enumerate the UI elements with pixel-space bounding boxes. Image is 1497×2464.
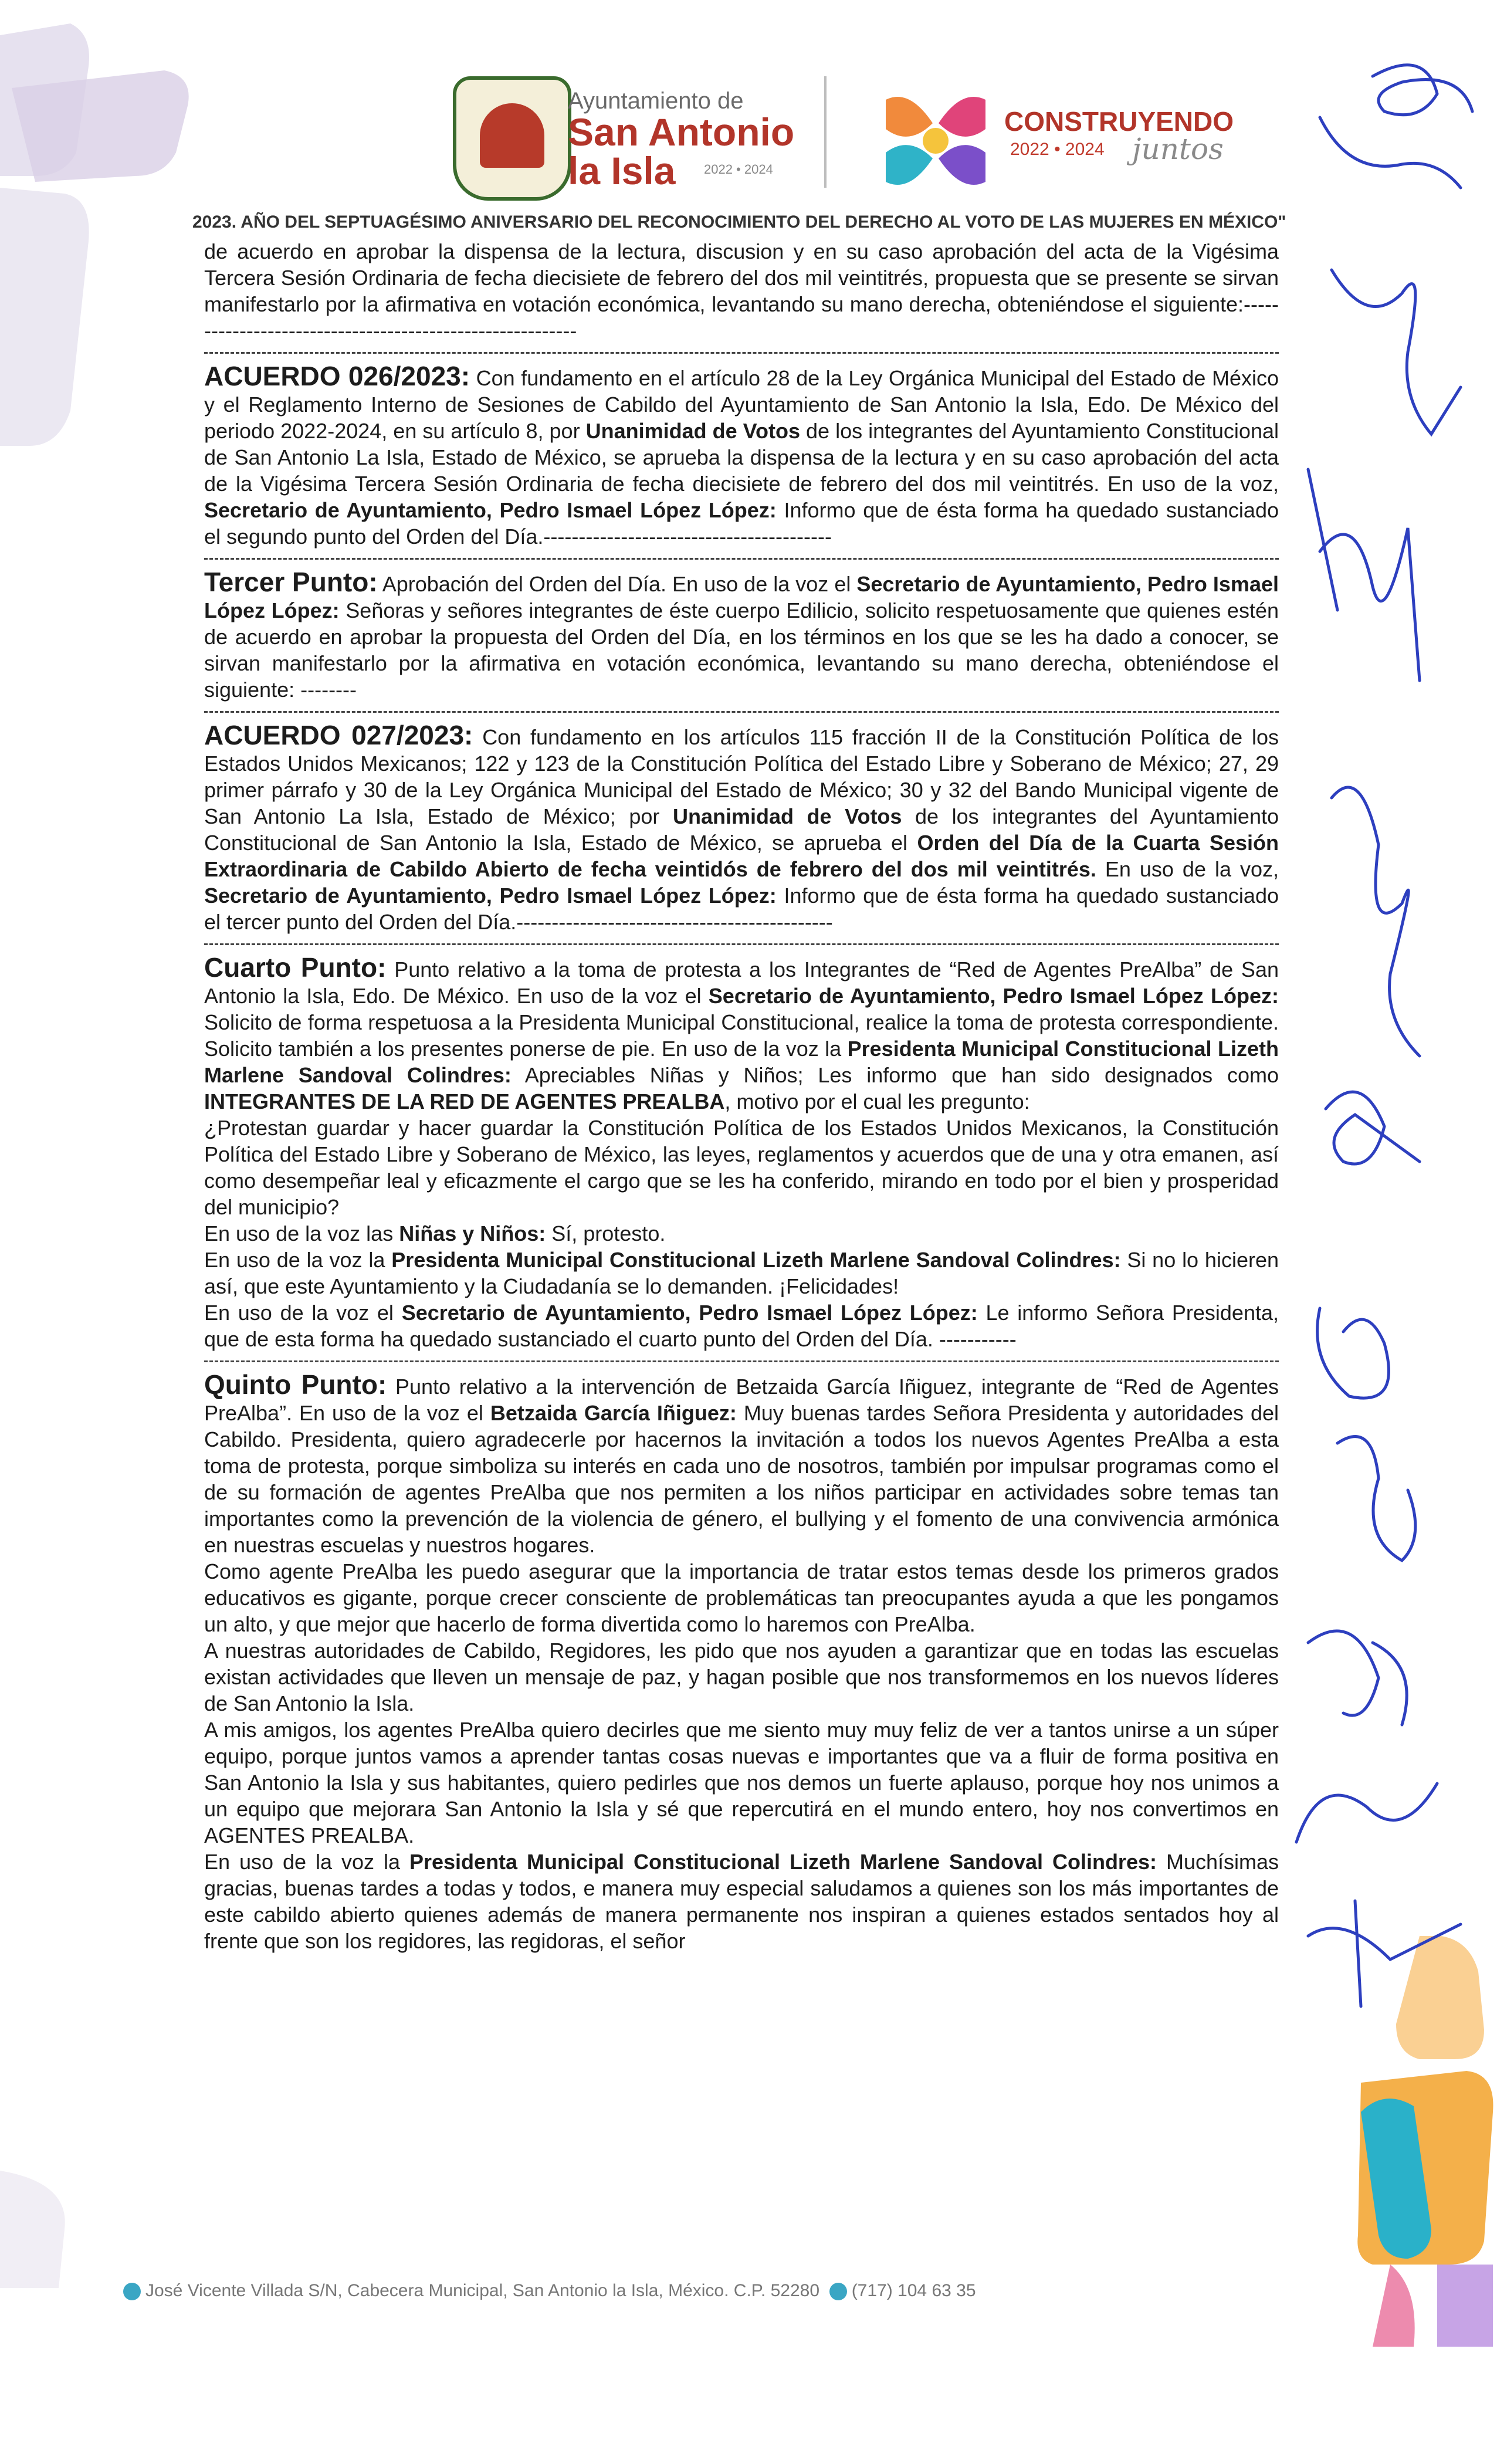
- quinto-punto-paragraph: Quinto Punto: Punto relativo a la intervención de Betzaida García Iñiguez, integrante de “Red de Agentes PreAlba”. En uso de la voz el Betzaida García Iñiguez: Muy buenas tardes Señora Presidenta y autoridades del Cabildo. Presidenta, quiero agradecerle por hacernos la invitación a todos los nuevos Agentes PreAlba a esta toma de protesta, porque simboliza su interés en cada uno de nosotros, también por impulsar programas como el de su formación de agentes PreAlba que nos permiten a los niños participar en actividades sobre temas tan importantes como la prevención de la violencia de género, el bullying y el fomento de una convivencia armónica en nuestras escuelas y nuestros hogares.: [204, 1369, 1279, 1557]
- acuerdo-027-paragraph: ACUERDO 027/2023: Con fundamento en los artículos 115 fracción II de la Constitución Política de los Estados Unidos Mexicanos; 122 y 123 de la Constitución Política del Estado Libre y Soberano de México; 27, 29 primer párrafo y 30 de la Ley Orgánica Municipal del Estado de México; 30 y 32 del Bando Municipal vigente de San Antonio La Isla, Estado de México; por Unanimidad de Votos de los integrantes del Ayuntamiento Constitucional de San Antonio la Isla, Estado de México, se aprueba el Orden del Día de la Cuarta Sesión Extraordinaria de Cabildo Abierto de fecha veintidós de febrero del dos mil veintitrés. En uso de la voz, Secretario de Ayuntamiento, Pedro Ismael López López: Informo que de ésta forma ha quedado sustanciado el tercer punto del Orden del Día.---------------------------------------------: [204, 720, 1279, 934]
- minutes-body: [204, 238, 1279, 1954]
- ninos-response: En uso de la voz las Niñas y Niños: Sí, protesto.: [204, 1221, 666, 1245]
- construyendo-logo-icon: [874, 82, 997, 199]
- tercer-punto-paragraph: Tercer Punto: Aprobación del Orden del Día. En uso de la voz el Secretario de Ayuntamiento, Pedro Ismael López López: Señoras y señores integrantes de éste cuerpo Edilicio, solicito respetuosamente que quienes estén de acuerdo en aprobar la propuesta del Orden del Día, en los términos en los que se les ha dado a conocer, se sirvan manifestarlo por la afirmativa en votación económica, levantando su mano derecha, obteniéndose el siguiente: --------: [204, 567, 1279, 702]
- ayuntamiento-years: 2022 • 2024: [704, 162, 773, 177]
- footer-phone: (717) 104 63 35: [851, 2281, 976, 2300]
- cuarto-punto-paragraph: Cuarto Punto: Punto relativo a la toma de protesta a los Integrantes de “Red de Agentes PreAlba” de San Antonio la Isla, Edo. De México. En uso de la voz el Secretario de Ayuntamiento, Pedro Ismael López López: Solicito de forma respetuosa a la Presidenta Municipal Constitucional, realice la toma de protesta correspondiente. Solicito también a los presentes ponerse de pie. En uso de la voz la Presidenta Municipal Constitucional Lizeth Marlene Sandoval Colindres: Apreciables Niñas y Niños; Les informo que han sido designados como INTEGRANTES DE LA RED DE AGENTES PREALBA, motivo por el cual les pregunto:: [204, 952, 1279, 1113]
- dashed-separator: [204, 711, 1279, 713]
- left-decorative-shapes: [0, 0, 194, 2464]
- footer-address: José Vicente Villada S/N, Cabecera Municipal, San Antonio la Isla, México. C.P. 52280: [145, 2281, 820, 2300]
- quinto-paragraph-2: Como agente PreAlba les puedo asegurar que la importancia de tratar estos temas desde los primeros grados educativos es gigante, porque crecer consciente de problemáticas tan preocupantes ayuda a que les pongamos un alto, y que mejor que hacerlo de forma divertida como lo haremos con PreAlba.: [204, 1559, 1279, 1636]
- quinto-paragraph-4: A mis amigos, los agentes PreAlba quiero decirles que me siento muy muy feliz de ver a tantos unirse a un súper equipo, porque juntos vamos a aprender tantas cosas nuevas e importantes que va a fluir de forma positiva en San Antonio la Isla y sus habitantes, quiero pedirles que nos demos un fuerte aplauso, porque hoy nos unimos a un equipo que mejorara San Antonio la Isla y sé que repercutirá en el mundo entero, hoy nos convertimos en AGENTES PREALBA.: [204, 1718, 1279, 1847]
- phone-icon: [829, 2283, 847, 2300]
- quinto-punto-heading: Quinto Punto:: [204, 1369, 387, 1400]
- footer-contact: [123, 2281, 976, 2301]
- presidenta-closing-remarks: En uso de la voz la Presidenta Municipal Constitucional Lizeth Marlene Sandoval Colindres: Muchísimas gracias, buenas tardes a todas y todos, e manera muy especial saludamos a quienes son los más importantes de este cabildo abierto quienes además de manera permanente nos inspiran a quienes estados sentados hoy al frente que son los regidores, las regidoras, el señor: [204, 1850, 1279, 1953]
- dashed-separator: [204, 352, 1279, 354]
- intro-paragraph: de acuerdo en aprobar la dispensa de la lectura, discusion y en su caso aprobación del acta de la Vigésima Tercera Sesión Ordinaria de fecha diecisiete de febrero del dos mil veintitrés, propuesta que se presente se sirvan manifestarlo por la afirmativa en votación económica, levantando su mano derecha, obteniéndose el siguiente:----------------------------------------------------------: [204, 239, 1279, 343]
- secretario-closing: En uso de la voz el Secretario de Ayuntamiento, Pedro Ismael López López: Le informo Señora Presidenta, que de esta forma ha quedado sustanciado el cuarto punto del Orden del Día. -----------: [204, 1301, 1279, 1351]
- juntos-script: juntos: [1132, 132, 1224, 166]
- margin-signatures: [1285, 23, 1490, 2077]
- quinto-paragraph-3: A nuestras autoridades de Cabildo, Regidores, les pido que nos ayuden a garantizar que en todas las escuelas existan actividades que lleven un mensaje de paz, y hagan posible que nos transformemos en los nuevos líderes de San Antonio la Isla.: [204, 1639, 1279, 1715]
- municipal-coat-of-arms: [453, 76, 571, 201]
- construyendo-years: 2022 • 2024: [1010, 140, 1105, 159]
- header-divider: [824, 76, 827, 188]
- presidenta-response: En uso de la voz la Presidenta Municipal Constitucional Lizeth Marlene Sandoval Colindres: Si no lo hicieren así, que este Ayuntamiento y la Ciudadanía se lo demanden. ¡Felicidades!: [204, 1248, 1279, 1298]
- ayuntamiento-prefix: Ayuntamiento de: [568, 88, 744, 114]
- annual-motto: 2023. AÑO DEL SEPTUAGÉSIMO ANIVERSARIO DEL RECONOCIMIENTO DEL DERECHO AL VOTO DE LAS MUJERES EN MÉXICO": [192, 212, 1286, 232]
- dashed-separator: [204, 1360, 1279, 1362]
- dashed-separator: [204, 558, 1279, 560]
- municipio-name-line1: San Antonio: [568, 110, 795, 154]
- cuarto-punto-heading: Cuarto Punto:: [204, 952, 387, 983]
- municipio-name-line2: la Isla: [568, 149, 676, 192]
- location-icon: [123, 2283, 141, 2300]
- acuerdo-026-heading: ACUERDO 026/2023:: [204, 361, 470, 391]
- dashed-separator: [204, 943, 1279, 945]
- acuerdo-027-heading: ACUERDO 027/2023:: [204, 720, 473, 750]
- acuerdo-026-paragraph: ACUERDO 026/2023: Con fundamento en el artículo 28 de la Ley Orgánica Municipal del Estado de México y el Reglamento Interno de Sesiones de Cabildo del Ayuntamiento de San Antonio la Isla, Edo. De México del periodo 2022-2024, en su artículo 8, por Unanimidad de Votos de los integrantes del Ayuntamiento Constitucional de San Antonio La Isla, Estado de México, se aprueba la dispensa de la lectura y en su caso aprobación del acta de la Vigésima Tercera Sesión Ordinaria de fecha diecisiete de febrero del dos mil veintitrés. En uso de la voz, Secretario de Ayuntamiento, Pedro Ismael López López: Informo que de ésta forma ha quedado sustanciado el segundo punto del Orden del Día.-----------------------------------------: [204, 361, 1279, 549]
- protesta-question: ¿Protestan guardar y hacer guardar la Constitución Política de los Estados Unidos Mexicanos, la Constitución Política del Estado Libre y Soberano de México, las leyes, reglamentos y acuerdos que de una y otra emanen, así como desempeñar leal y eficazmente el cargo que se les ha conferido, mirando en todo por el bien y prosperidad del municipio?: [204, 1116, 1279, 1219]
- tercer-punto-heading: Tercer Punto:: [204, 567, 378, 597]
- construyendo-title: CONSTRUYENDO: [1004, 106, 1234, 137]
